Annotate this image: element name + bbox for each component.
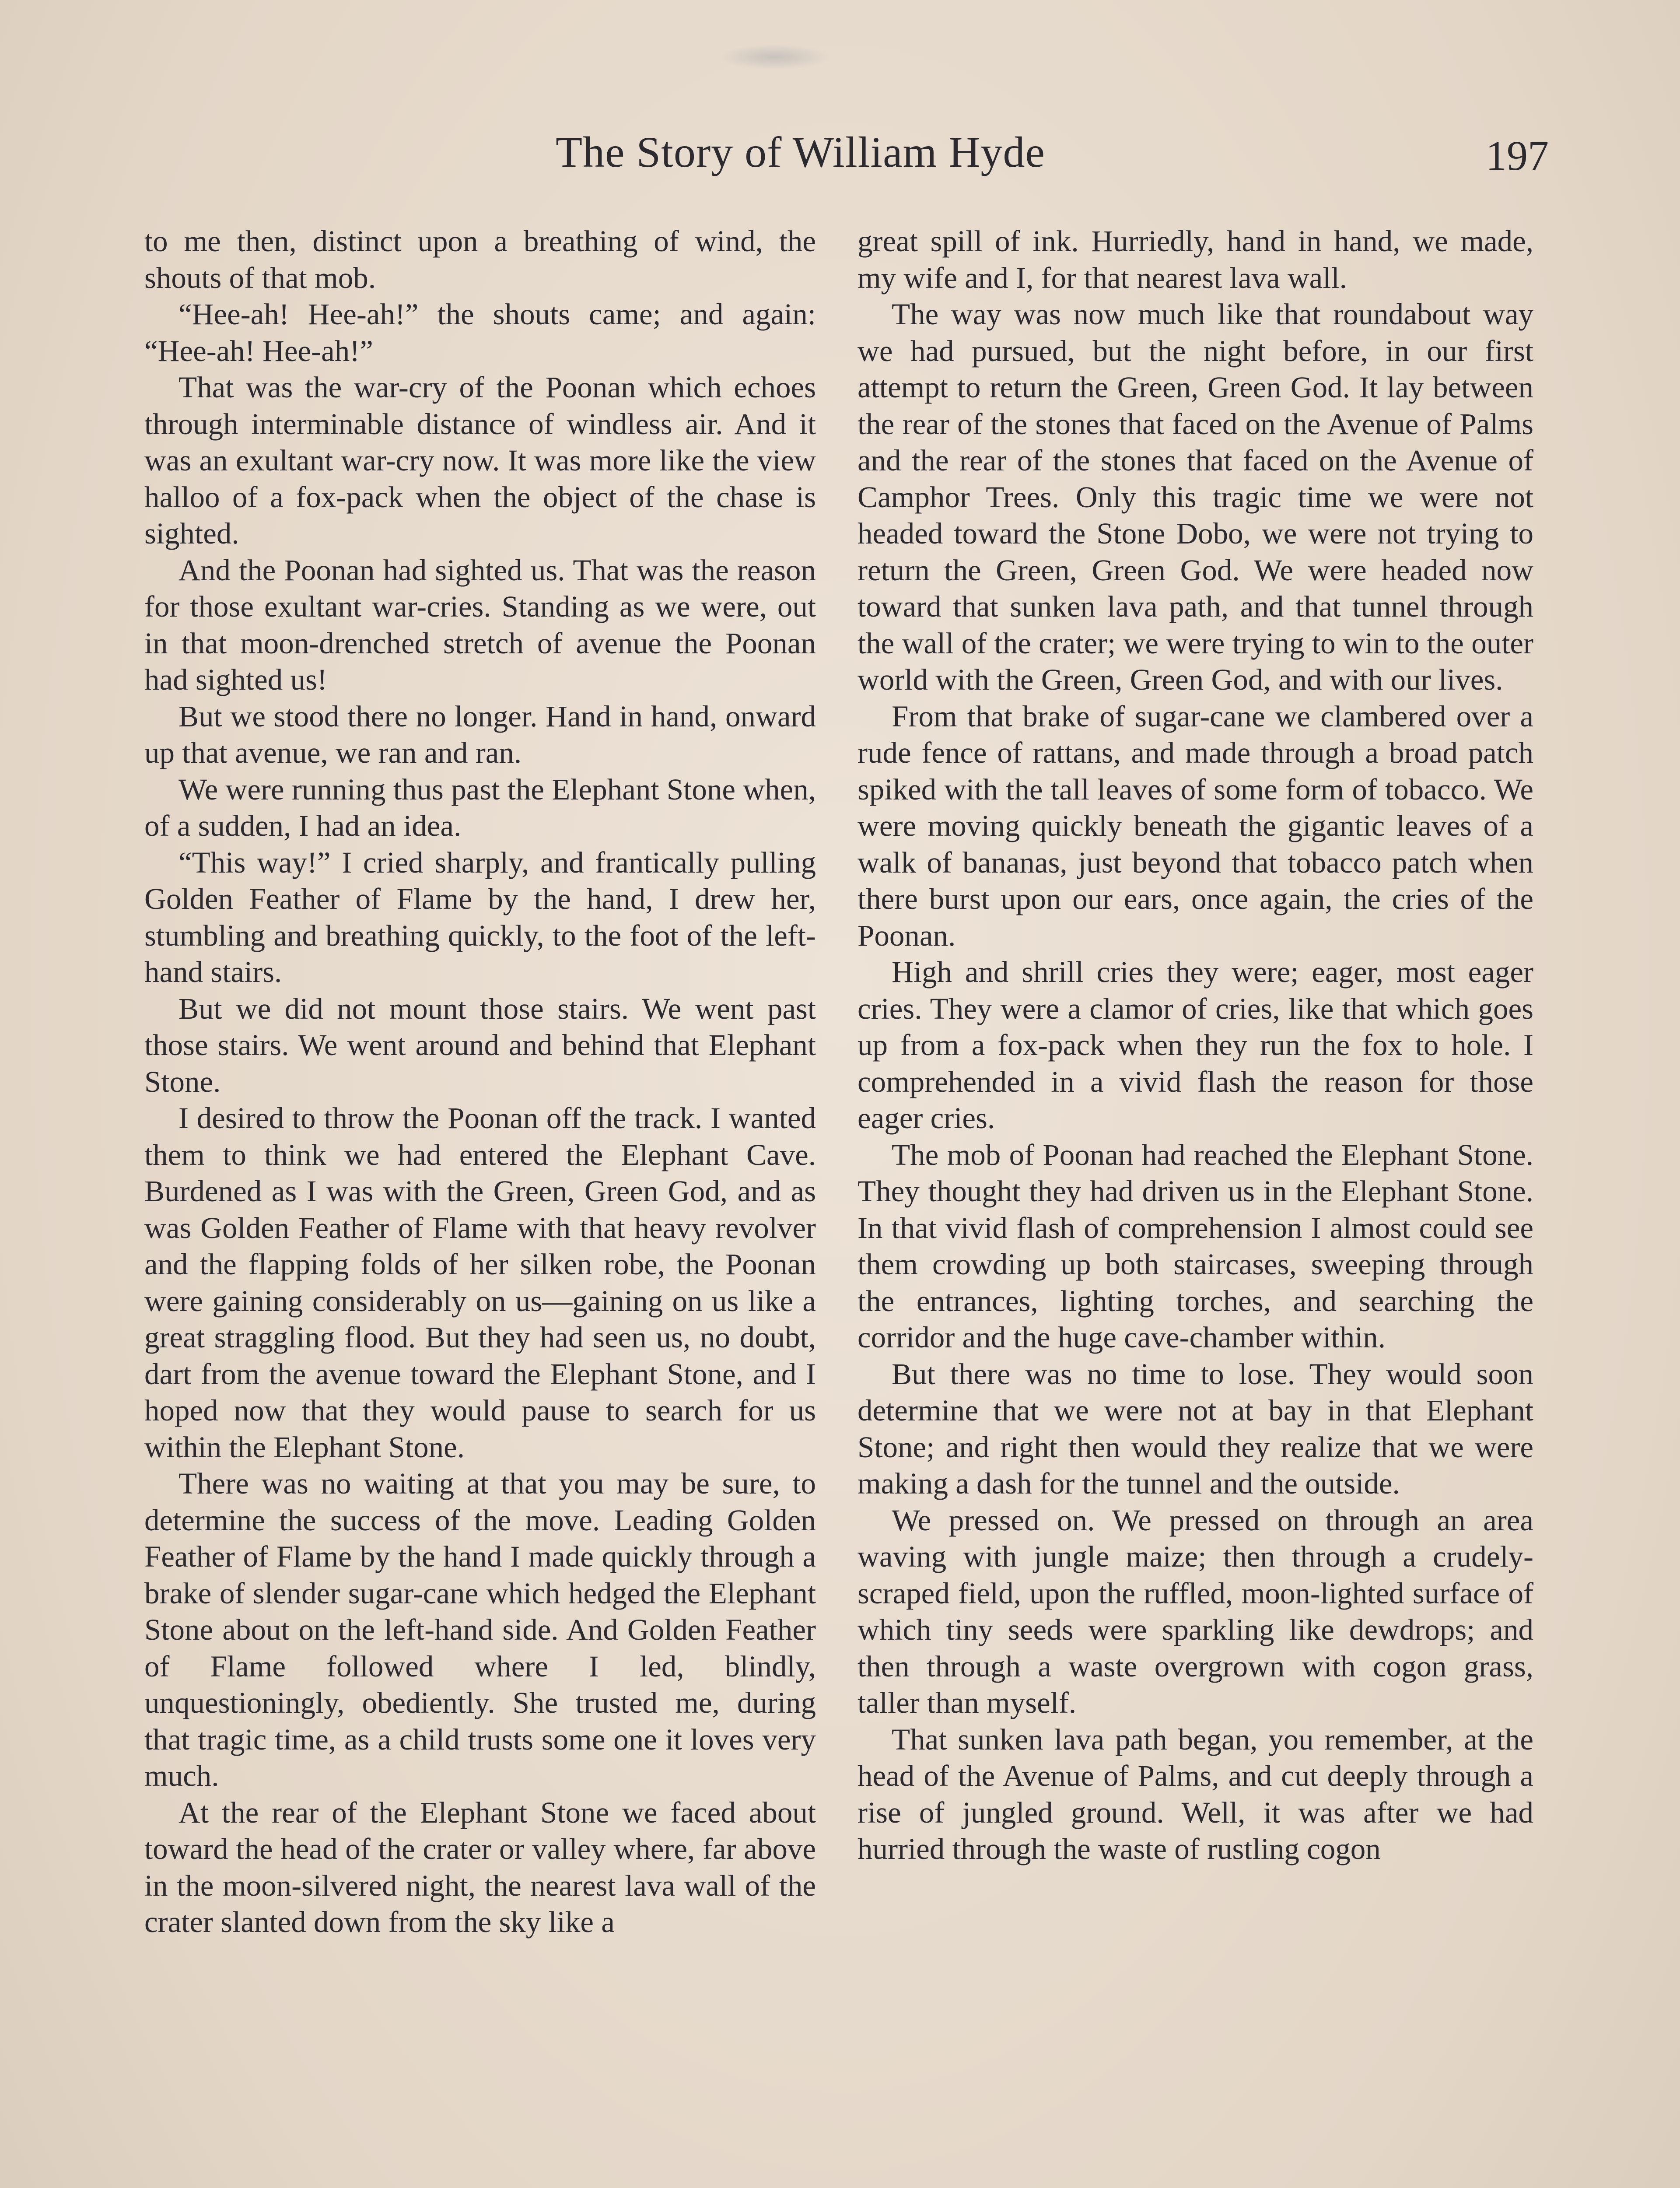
paragraph: We were running thus past the Elephant Stone when, of a sudden, I had an idea. xyxy=(144,772,816,842)
paragraph: And the Poonan had sighted us. That was the reason for those exultant war-cries. Standing as we were, out in that moon-drenched stretch of avenue the Poonan had sighted us! xyxy=(144,553,816,696)
paragraph: From that brake of sugar-cane we clambered over a rude fence of rattans, and made through a broad patch spiked with the tall leaves of some form of tobacco. We were moving quickly beneath the gigantic leaves of a walk of bananas, just beyond that tobacco patch when there burst upon our ears, once again, the cries of the Poonan. xyxy=(858,699,1533,952)
right-column xyxy=(858,223,1533,1868)
paragraph: There was no waiting at that you may be sure, to determine the success of the move. Leading Golden Feather of Flame by the hand I made quickly through a brake of slender sugar-cane which hedged the Elephant Stone about on the left-hand side. And Golden Feather of Flame followed where I led, blindly, unquestioningly, obediently. She trusted me, during that tragic time, as a child trusts some one it loves very much. xyxy=(144,1467,816,1792)
left-column xyxy=(144,223,816,1941)
paragraph: That was the war-cry of the Poonan which echoes through interminable distance of windless air. And it was an exultant war-cry now. It was more like the view halloo of a fox-pack when the object of the chase is sighted. xyxy=(144,371,816,550)
paragraph: great spill of ink. Hurriedly, hand in hand, we made, my wife and I, for that nearest lava wall. xyxy=(858,224,1533,295)
paragraph: But we did not mount those stairs. We went past those stairs. We went around and behind that Elephant Stone. xyxy=(144,992,816,1098)
running-head: The Story of William Hyde xyxy=(556,128,1045,176)
page-number: 197 xyxy=(1486,132,1549,179)
paragraph: “Hee-ah! Hee-ah!” the shouts came; and again: “Hee-ah! Hee-ah!” xyxy=(144,298,816,368)
paragraph: to me then, distinct upon a breathing of wind, the shouts of that mob. xyxy=(144,224,816,295)
ink-smudge xyxy=(718,44,831,70)
paragraph: At the rear of the Elephant Stone we faced about toward the head of the crater or valley where, far above in the moon-silvered night, the nearest lava wall of the crater slanted down from the sky like a xyxy=(144,1795,816,1939)
paragraph: “This way!” I cried sharply, and frantically pulling Golden Feather of Flame by the hand, I drew her, stumbling and breathing quickly, to the foot of the left-hand stairs. xyxy=(144,845,816,989)
paragraph: The mob of Poonan had reached the Elephant Stone. They thought they had driven us in the Elephant Stone. In that vivid flash of comprehension I almost could see them crowding up both staircases, sweeping through the entrances, lighting torches, and searching the corridor and the huge cave-chamber within. xyxy=(858,1138,1533,1354)
paragraph: I desired to throw the Poonan off the track. I wanted them to think we had entered the Elephant Cave. Burdened as I was with the Green, Green God, and as was Golden Feather of Flame with that heavy revolver and the flapping folds of her silken robe, the Poonan were gaining considerably on us—gaining on us like a great straggling flood. But they had seen us, no doubt, dart from the avenue toward the Elephant Stone, and I hoped now that they would pause to search for us within the Elephant Stone. xyxy=(144,1101,816,1464)
paragraph: But we stood there no longer. Hand in hand, onward up that avenue, we ran and ran. xyxy=(144,699,816,769)
paragraph: The way was now much like that roundabout way we had pursued, but the night before, in our first attempt to return the Green, Green God. It lay between the rear of the stones that faced on the Avenue of Palms and the rear of the stones that faced on the Avenue of Camphor Trees. Only this tragic time we were not headed toward the Stone Dobo, we were not trying to return the Green, Green God. We were headed now toward that sunken lava path, and that tunnel through the wall of the crater; we were trying to win to the outer world with the Green, Green God, and with our lives. xyxy=(858,298,1533,696)
paragraph: We pressed on. We pressed on through an area waving with jungle maize; then through a crudely-scraped field, upon the ruffled, moon-lighted surface of which tiny seeds were sparkling like dewdrops; and then through a waste overgrown with cogon grass, taller than myself. xyxy=(858,1503,1533,1719)
paragraph: But there was no time to lose. They would soon determine that we were not at bay in that Elephant Stone; and right then would they realize that we were making a dash for the tunnel and the outside. xyxy=(858,1357,1533,1500)
paragraph: That sunken lava path began, you remember, at the head of the Avenue of Palms, and cut deeply through a rise of jungled ground. Well, it was after we had hurried through the waste of rustling cogon xyxy=(858,1722,1533,1865)
paragraph: High and shrill cries they were; eager, most eager cries. They were a clamor of cries, like that which goes up from a fox-pack when they run the fox to hole. I comprehended in a vivid flash the reason for those eager cries. xyxy=(858,955,1533,1135)
